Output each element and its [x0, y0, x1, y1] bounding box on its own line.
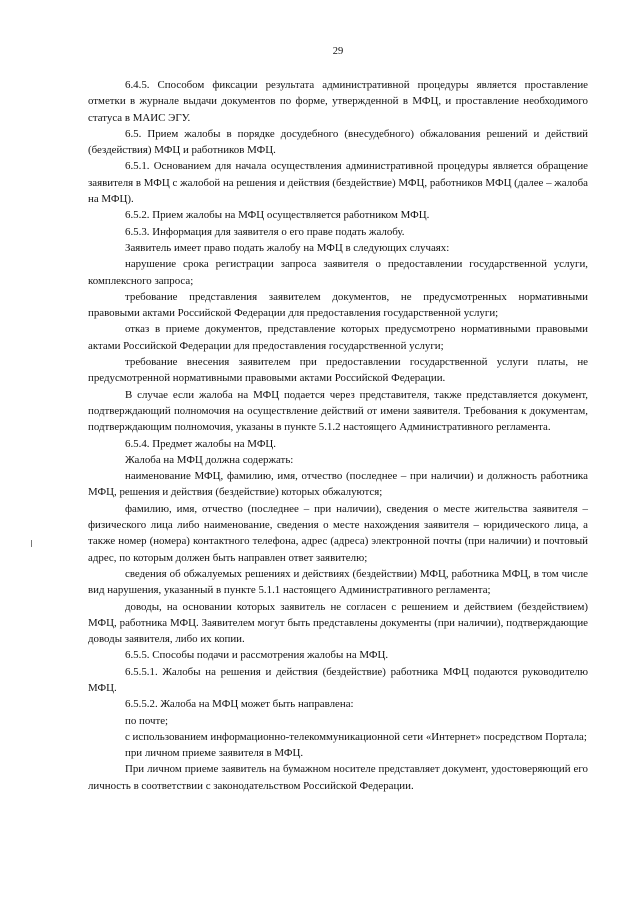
paragraph-via-internet: с использованием информационно-телекоммуникационной сети «Интернет» посредством Портала; — [125, 730, 587, 743]
paragraph-case-payment: требование внесения заявителем при предоставлении государственной услуги платы, не предусмотренной нормативными правовыми актами Российской Федерации. — [88, 356, 588, 385]
paragraph-in-person: при личном приеме заявителя в МФЦ. — [125, 747, 304, 760]
paragraph-representative: В случае если жалоба на МФЦ подается через представителя, также представляется документ, подтверждающий полномочия на осуществление действий от имени заявителя. Требования к документам, подтверждающим полномочия, указаны в пункте 5.1.2 настоящего Административного регламента. — [88, 388, 588, 434]
paragraph-6-5: 6.5. Прием жалобы в порядке досудебного (внесудебного) обжалования решений и действий (бездействия) МФЦ и работников МФЦ. — [88, 127, 588, 157]
paragraph-case-refusal: отказ в приеме документов, представление которых предусмотрено нормативными правовыми актами Российской Федерации для предоставления государственной услуги; — [88, 323, 588, 352]
paragraph-6-5-4: 6.5.4. Предмет жалобы на МФЦ. — [125, 437, 277, 450]
paragraph-case-extra-documents: требование представления заявителем документов, не предусмотренных нормативными правовыми актами Российской Федерации для предоставления государственной услуги; — [88, 290, 588, 320]
paragraph-case-deadline-violation: нарушение срока регистрации запроса заявителя о предоставлении государственной услуги, комплексного запроса; — [88, 258, 588, 287]
paragraph-6-5-3: 6.5.3. Информация для заявителя о его праве подать жалобу. — [125, 225, 405, 238]
paragraph-6-5-2: 6.5.2. Прием жалобы на МФЦ осуществляется работником МФЦ. — [125, 209, 430, 222]
paragraph-6-4-5: 6.4.5. Способом фиксации результата административной процедуры является проставление отметки в журнале выдачи документов по форме, утвержденной в МФЦ, и проставление необходимого статуса в МАИС ЭГУ. — [88, 79, 588, 124]
paragraph-complaint-contents-intro: Жалоба на МФЦ должна содержать: — [125, 453, 294, 466]
paragraph-content-arguments: доводы, на основании которых заявитель не согласен с решением и действием (бездействием) МФЦ, работника МФЦ. Заявителем могут быть представлены документы (при наличии), подтверждающие доводы заявителя, либо их копии. — [88, 600, 588, 646]
paragraph-content-mfc-name: наименование МФЦ, фамилию, имя, отчество (последнее – при наличии) и должность работника МФЦ, решения и действия (бездействие) которых обжалуются; — [88, 470, 588, 499]
page-number: 29 — [332, 46, 344, 57]
paragraph-content-decisions: сведения об обжалуемых решениях и действиях (бездействии) МФЦ, работника МФЦ, в том числе вид нарушения, указанный в пункте 5.1.1 настоящего Административного регламента; — [88, 567, 588, 597]
scan-artifact-mark — [31, 540, 32, 547]
paragraph-identity-document: При личном приеме заявитель на бумажном носителе представляет документ, удостоверяющий его личность в соответствии с законодательством Российской Федерации. — [88, 763, 588, 792]
paragraph-6-5-5: 6.5.5. Способы подачи и рассмотрения жалобы на МФЦ. — [125, 649, 389, 662]
paragraph-6-5-1: 6.5.1. Основанием для начала осуществления административной процедуры является обращение заявителя в МФЦ с жалобой на решения и действия (бездействие) МФЦ, работников МФЦ (далее – жалоба на МФЦ). — [88, 160, 588, 206]
paragraph-6-5-5-2: 6.5.5.2. Жалоба на МФЦ может быть направлена: — [125, 698, 354, 711]
paragraph-content-applicant-details: фамилию, имя, отчество (последнее – при наличии), сведения о месте жительства заявителя – физического лица либо наименование, сведения о месте нахождения заявителя – юридического лица, а также номер (номера) контактного телефона, адрес (адреса) электронной почты (при наличии) и почтовый адрес, по которым должен быть направлен ответ заявителю; — [88, 502, 588, 564]
paragraph-complaint-cases-intro: Заявитель имеет право подать жалобу на МФЦ в следующих случаях: — [125, 241, 450, 254]
paragraph-by-mail: по почте; — [125, 714, 169, 727]
document-body — [88, 77, 588, 794]
paragraph-6-5-5-1: 6.5.5.1. Жалобы на решения и действия (бездействие) работника МФЦ подаются руководителю МФЦ. — [88, 665, 588, 694]
